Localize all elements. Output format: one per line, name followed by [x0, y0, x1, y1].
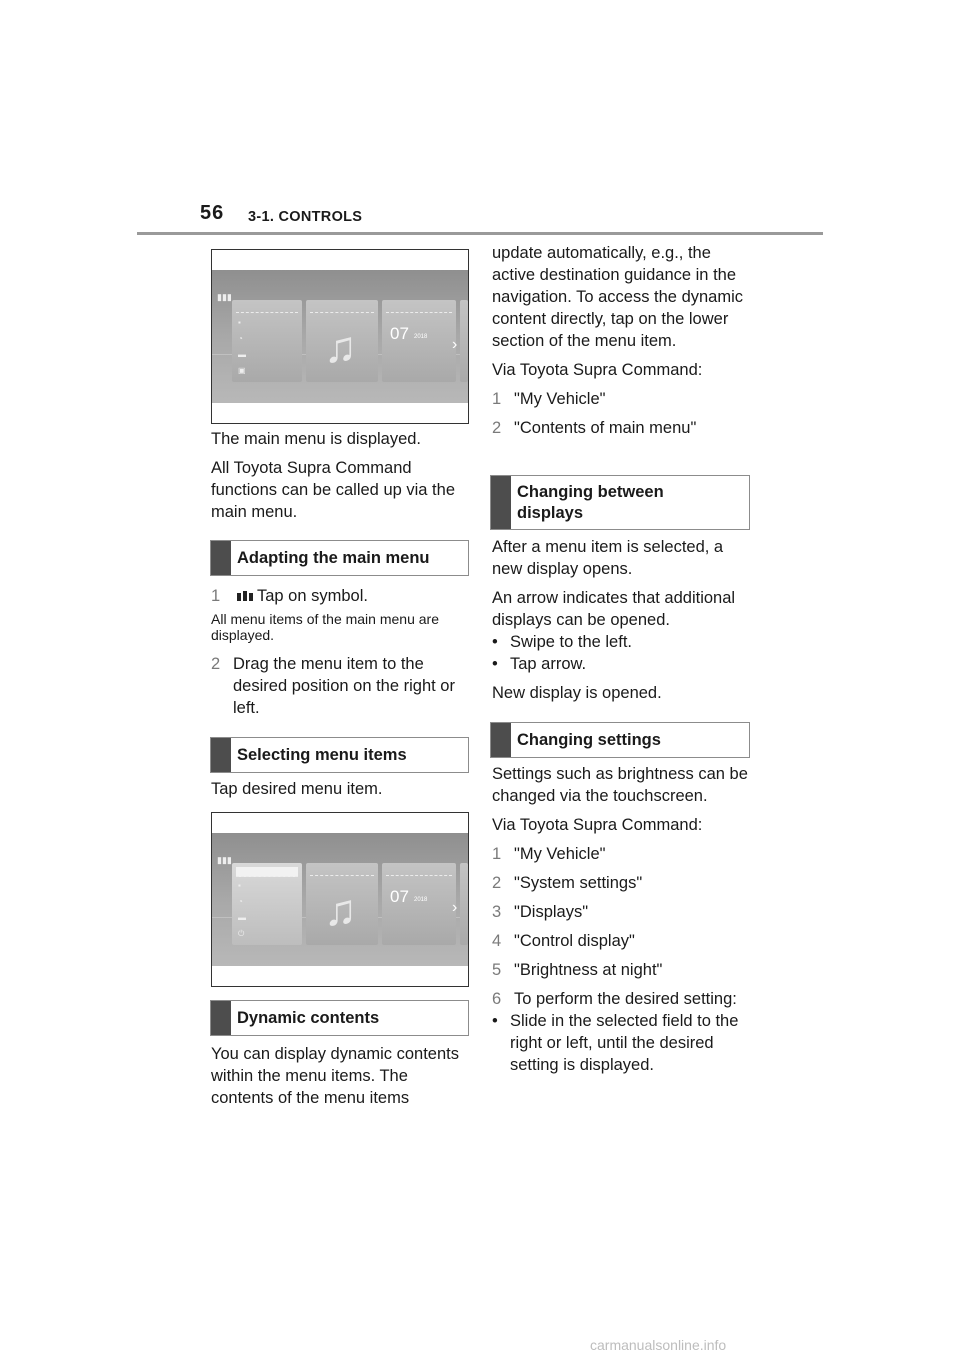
section-title: 3-1. CONTROLS	[248, 209, 363, 225]
menu-tile-communication	[382, 863, 456, 945]
paragraph: All Toyota Supra Command functions can be called up via the main menu.	[211, 459, 455, 521]
selecting-text: Tap desired menu item.	[211, 780, 383, 798]
menu-tile-media	[306, 300, 378, 382]
paragraph: update automatically, e.g., the active destination guidance in the navigation. To access the dynamic content directly, tap on the lower section of the menu item.	[492, 244, 744, 350]
chevron-right-icon: ›	[452, 899, 458, 916]
date-day: 07	[390, 887, 409, 906]
right-column-top: update automatically, e.g., the active destination guidance in the navigation. To access the dynamic content directly, tap on the lower section of the menu item. Via Toyota Supra Command: 1 "My Vehicle" 2 "Contents of main menu"	[492, 242, 748, 446]
heading-adapting-main-menu: Adapting the main menu	[210, 540, 469, 576]
watermark: carmanualsonline.info	[590, 1337, 727, 1353]
date-year: 2018	[414, 897, 428, 903]
step-text: Tap on symbol.	[257, 587, 368, 605]
step-text: Drag the menu item to the desired position on the right or left.	[233, 655, 455, 717]
date-year: 2018	[414, 334, 428, 340]
main-menu-symbol-icon	[237, 591, 253, 601]
chevron-right-icon: ›	[452, 336, 458, 353]
heading-changing-between-displays: Changing between displays	[490, 475, 750, 530]
page-number: 56	[200, 202, 225, 224]
main-menu-symbol-icon: ▮▮▮	[217, 292, 232, 302]
menu-tile-vehicle-selected: ▪ ◔ ▬ ⏻	[232, 863, 302, 945]
menu-tile-vehicle: ▪ ◔ ▬ ▣	[232, 300, 302, 382]
changing-settings-text: Settings such as brightness can be changed via the touchscreen. Via Toyota Supra Command: 1 "My Vehicle" 2 "System settings" 3 "Displays" 4 "Control display" 5 "Brightness at night" 6 To perform the desired setting: • Slide in the selected field to the right or left, until the desired setting is displayed.	[492, 765, 748, 1074]
header-rule	[137, 232, 823, 235]
main-menu-screenshot	[211, 249, 469, 424]
date-day: 07	[390, 324, 409, 343]
heading-dynamic-contents: Dynamic contents	[210, 1000, 469, 1036]
main-menu-symbol-icon: ▮▮▮	[217, 855, 232, 865]
step-number: 1	[211, 587, 221, 605]
paragraph: The main menu is displayed.	[211, 430, 422, 448]
step-number: 2	[211, 655, 221, 673]
step-note: All menu items of the main menu are displayed.	[211, 611, 439, 643]
menu-tile-communication	[382, 300, 456, 382]
dynamic-text: You can display dynamic contents within the menu items. The contents of the menu items	[211, 1045, 459, 1107]
adapting-steps	[211, 585, 467, 726]
music-note-icon: ♫	[324, 886, 357, 935]
paragraph: Via Toyota Supra Command:	[492, 361, 703, 379]
menu-tile-media	[306, 863, 378, 945]
heading-selecting-menu-items: Selecting menu items	[210, 737, 469, 773]
menu-selected-screenshot	[211, 812, 469, 987]
left-column-top	[211, 428, 467, 530]
music-note-icon: ♫	[324, 323, 357, 372]
changing-displays-text: After a menu item is selected, a new display opens. An arrow indicates that additional displays can be opened. • Swipe to the left. • Tap arrow. New display is opened.	[492, 538, 736, 702]
heading-changing-settings: Changing settings	[490, 722, 750, 758]
